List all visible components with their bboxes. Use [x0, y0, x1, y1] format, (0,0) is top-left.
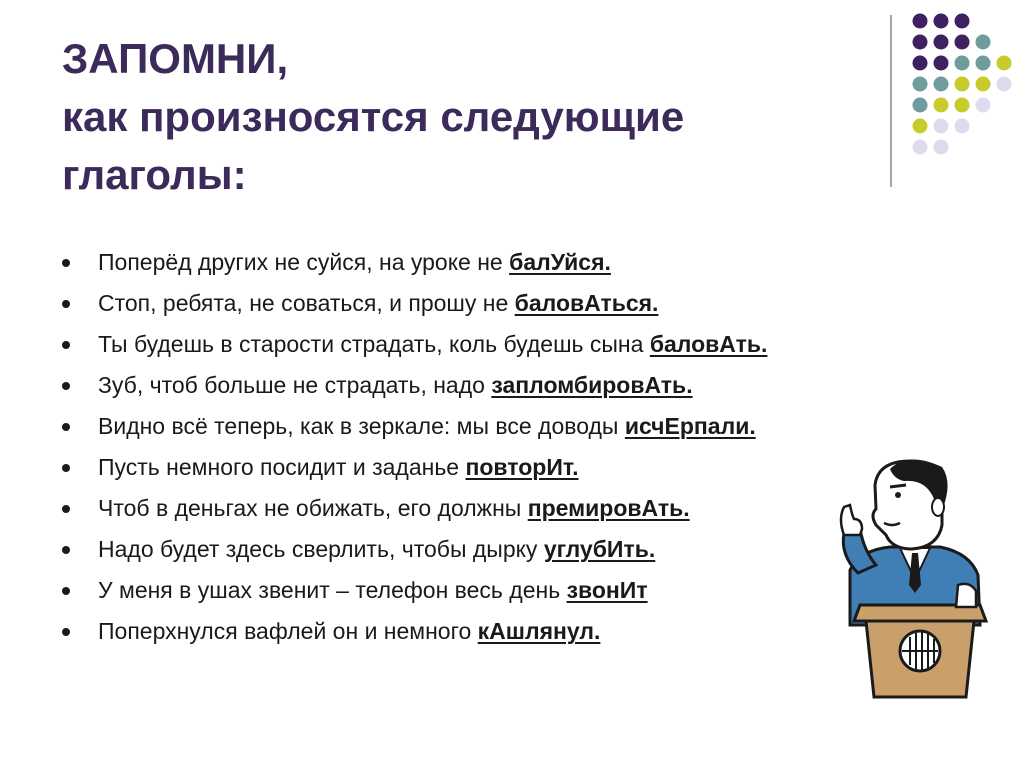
- bullet-text: Пусть немного посидит и заданье: [98, 454, 466, 480]
- ornament-dot: [934, 140, 949, 155]
- stressed-verb: баловАться.: [514, 290, 659, 316]
- stressed-verb: звонИт: [566, 577, 648, 603]
- ornament-dot: [913, 14, 928, 29]
- bullet-icon: [62, 628, 70, 636]
- stressed-verb: кАшлянул.: [477, 618, 601, 644]
- bullet-icon: [62, 259, 70, 267]
- bullet-icon: [62, 505, 70, 513]
- dot-grid-ornament: [900, 8, 1020, 168]
- ornament-dot: [913, 56, 928, 71]
- list-item: [60, 611, 960, 652]
- bullet-icon: [62, 341, 70, 349]
- teacher-ear: [932, 498, 944, 516]
- teacher-hand: [841, 505, 862, 535]
- bullet-icon: [62, 300, 70, 308]
- ornament-dot: [955, 35, 970, 50]
- bullet-icon: [62, 546, 70, 554]
- list-item: [60, 283, 960, 324]
- stressed-verb: премировАть.: [527, 495, 690, 521]
- bullet-text: У меня в ушах звенит – телефон весь день: [98, 577, 567, 603]
- ornament-dot: [997, 56, 1012, 71]
- list-item: [60, 570, 960, 611]
- bullet-text: Ты будешь в старости страдать, коль будешь сына: [98, 331, 650, 357]
- bullet-text: Стоп, ребята, не соваться, и прошу не: [98, 290, 515, 316]
- ornament-dot: [913, 119, 928, 134]
- ornament-dot: [997, 77, 1012, 92]
- vertical-divider: [890, 15, 892, 187]
- ornament-dot: [955, 119, 970, 134]
- list-item: [60, 529, 960, 570]
- bullet-icon: [62, 382, 70, 390]
- ornament-dot: [955, 98, 970, 113]
- teacher-eye: [895, 492, 901, 498]
- ornament-dot: [955, 14, 970, 29]
- teacher-brow: [890, 485, 906, 487]
- list-item: [60, 447, 960, 488]
- verb-list: [60, 242, 960, 652]
- ornament-dot: [934, 14, 949, 29]
- ornament-dot: [934, 119, 949, 134]
- bullet-text: Поперёд других не суйся, на уроке не: [98, 249, 510, 275]
- stressed-verb: повторИт.: [465, 454, 579, 480]
- ornament-dot: [976, 98, 991, 113]
- bullet-text: Надо будет здесь сверлить, чтобы дырку: [98, 536, 544, 562]
- stressed-verb: углубИть.: [543, 536, 656, 562]
- ornament-dot: [955, 77, 970, 92]
- list-item: [60, 365, 960, 406]
- bullet-text: Видно всё теперь, как в зеркале: мы все доводы: [98, 413, 625, 439]
- title-line-2: как произносятся следующие: [62, 93, 685, 140]
- slide-title: [62, 30, 882, 204]
- list-item: [60, 488, 960, 529]
- bullet-icon: [62, 464, 70, 472]
- ornament-dot: [976, 35, 991, 50]
- bullet-text: Чтоб в деньгах не обижать, его должны: [98, 495, 528, 521]
- title-line-3: глаголы:: [62, 151, 247, 198]
- teacher-hand-right: [956, 584, 976, 607]
- stressed-verb: балУйся.: [509, 249, 611, 275]
- ornament-dot: [913, 77, 928, 92]
- ornament-dot: [934, 35, 949, 50]
- ornament-dot: [976, 77, 991, 92]
- bullet-text: Поперхнулся вафлей он и немного: [98, 618, 478, 644]
- list-item: [60, 324, 960, 365]
- ornament-dot: [913, 98, 928, 113]
- ornament-dot: [955, 56, 970, 71]
- list-item: [60, 242, 960, 283]
- bullet-icon: [62, 587, 70, 595]
- ornament-dot: [934, 77, 949, 92]
- title-line-1: ЗАПОМНИ,: [62, 35, 289, 82]
- bullet-text: Зуб, чтоб больше не страдать, надо: [98, 372, 492, 398]
- bullet-icon: [62, 423, 70, 431]
- ornament-dot: [913, 140, 928, 155]
- stressed-verb: запломбировАть.: [491, 372, 693, 398]
- ornament-dot: [976, 56, 991, 71]
- ornament-dot: [913, 35, 928, 50]
- ornament-dot: [934, 56, 949, 71]
- teacher-at-podium-illustration: [830, 455, 990, 705]
- ornament-dot: [934, 98, 949, 113]
- list-item: [60, 406, 960, 447]
- stressed-verb: баловАть.: [649, 331, 768, 357]
- stressed-verb: исчЕрпали.: [624, 413, 756, 439]
